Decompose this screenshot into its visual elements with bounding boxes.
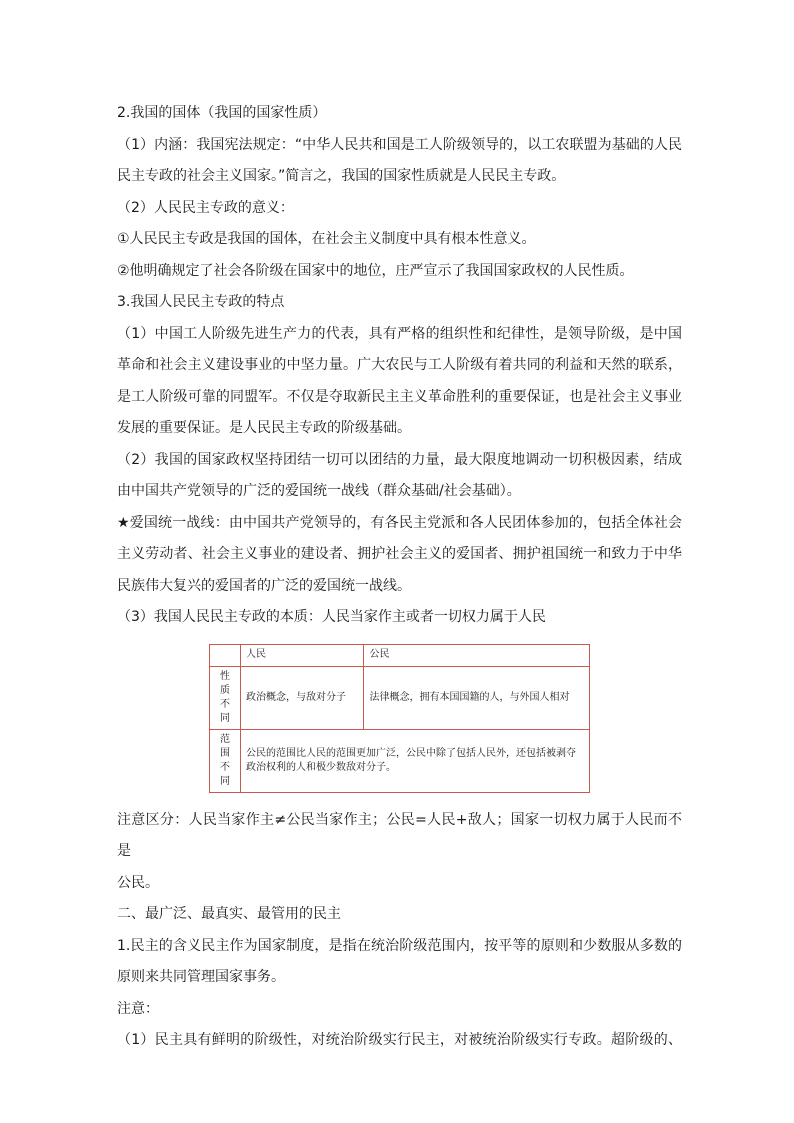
paragraph-line: 民族伟大复兴的爱国者的广泛的爱国统一战线。	[117, 577, 411, 594]
paragraph-line: （1）民主具有鲜明的阶级性，对统治阶级实行民主，对被统治阶级实行专政。超阶级的、	[117, 1032, 682, 1048]
paragraph-line: 主义劳动者、社会主义事业的建设者、拥护社会主义的爱国者、拥护祖国统一和致力于中华	[117, 546, 682, 562]
heading-national-system: 2.我国的国体（我国的国家性质）	[117, 105, 327, 121]
table-cell-people-nature: 政治概念，与敌对分子	[241, 666, 364, 729]
row-header-scope: 范 围 不 同	[210, 729, 241, 792]
document-page	[117, 98, 682, 1057]
paragraph-line: （2）人民民主专政的意义：	[117, 199, 294, 216]
people-citizen-comparison-table	[209, 644, 590, 793]
paragraph-line: 民主专政的社会主义国家。”简言之，我国的国家性质就是人民民主专政。	[117, 168, 566, 184]
paragraph-line: （3）我国人民民主专政的本质：人民当家作主或者一切权力属于人民	[117, 609, 546, 625]
paragraph-line: （2）我国的国家政权坚持团结一切可以团结的力量，最大限度地调动一切积极因素，结成	[117, 451, 682, 468]
column-header-people: 人民	[241, 644, 364, 666]
column-header-citizen: 公民	[364, 644, 590, 666]
table-header-row	[210, 644, 590, 666]
table-row	[210, 729, 590, 792]
paragraph-line: 1.民主的含义民主作为国家制度，是指在统治阶级范围内，按平等的原则和少数服从多数的	[117, 937, 682, 954]
paragraph-line: ①人民民主专政是我国的国体，在社会主义制度中具有根本性意义。	[117, 231, 536, 247]
paragraph-line: （1）内涵：我国宪法规定：“中华人民共和国是工人阶级领导的，以工农联盟为基础的人民	[117, 136, 682, 153]
paragraph-line: ★爱国统一战线：由中国共产党领导的，有各民主党派和各人民团体参加的，包括全体社会	[117, 514, 682, 531]
paragraph-line: ②他明确规定了社会各阶级在国家中的地位，庄严宣示了我国国家政权的人民性质。	[117, 262, 634, 279]
paragraph-line: （1）中国工人阶级先进生产力的代表，具有严格的组织性和纪律性，是领导阶级，是中国	[117, 325, 682, 342]
table-corner-cell	[210, 644, 241, 666]
paragraph-line: 革命和社会主义建设事业的中坚力量。广大农民与工人阶级有着共同的利益和天然的联系，	[117, 357, 682, 373]
heading-dictatorship-features: 3.我国人民民主专政的特点	[117, 294, 285, 310]
row-header-nature: 性 质 不 同	[210, 666, 241, 729]
table-cell-citizen-nature: 法律概念，拥有本国国籍的人，与外国人相对	[364, 666, 590, 729]
paragraph-line: 由中国共产党领导的广泛的爱国统一战线（群众基础/社会基础）。	[117, 483, 521, 499]
comparison-table-wrapper	[209, 644, 590, 793]
paragraph-line: 注意：	[117, 1000, 159, 1017]
section-heading-democracy: 二、最广泛、最真实、最管用的民主	[117, 906, 341, 922]
paragraph-line: 原则来共同管理国家事务。	[117, 969, 285, 985]
table-cell-scope: 公民的范围比人民的范围更加广泛，公民中除了包括人民外，还包括被剥夺政治权利的人和极少数敌对分子。	[241, 729, 590, 792]
table-row	[210, 666, 590, 729]
paragraph-line: 公民。	[117, 874, 159, 891]
paragraph-line: 注意区分：人民当家作主≠公民当家作主；公民=人民+敌人；国家一切权力属于人民而不是	[117, 811, 682, 859]
paragraph-line: 发展的重要保证。是人民民主专政的阶级基础。	[117, 420, 411, 436]
paragraph-line: 是工人阶级可靠的同盟军。不仅是夺取新民主主义革命胜利的重要保证，也是社会主义事业	[117, 388, 682, 405]
